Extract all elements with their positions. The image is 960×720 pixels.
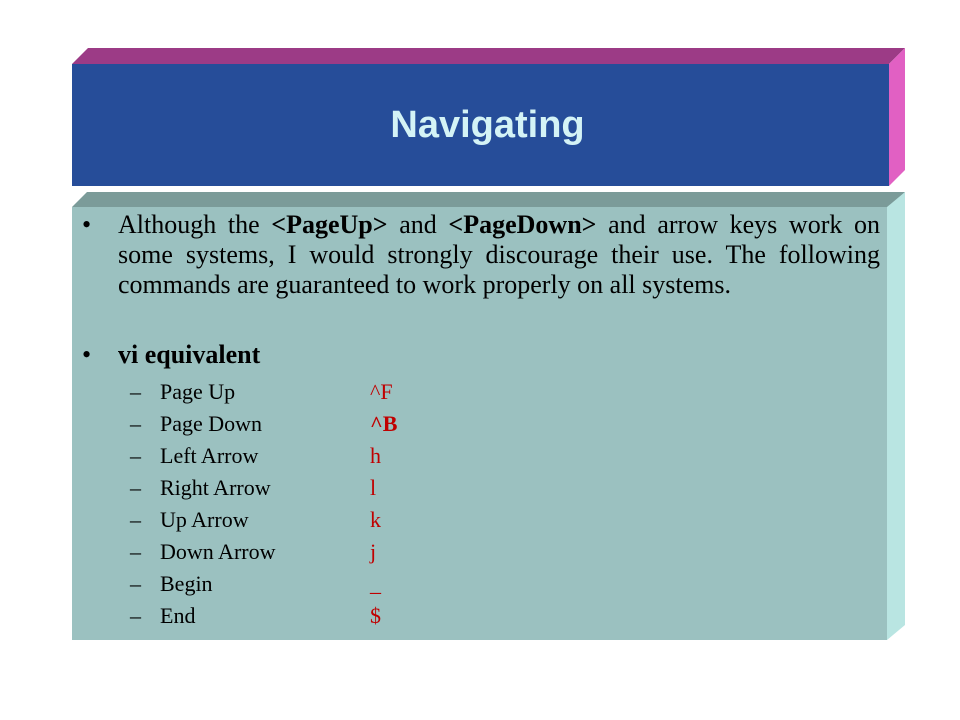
key-label: Page Up — [160, 379, 236, 404]
vi-key: l — [370, 475, 377, 500]
bullet1-suffix: and arrow keys work on some systems, I would strongly discourage their use. The following commands are guaranteed to work properly on all systems. — [118, 210, 880, 299]
vi-key: ^F — [370, 379, 393, 404]
key-label: Page Down — [160, 411, 263, 436]
bullet1-key-pagedown: <PageDown> — [448, 210, 597, 239]
dash-marker: – — [130, 443, 141, 468]
dash-marker: – — [130, 571, 141, 596]
key-label: Left Arrow — [160, 443, 259, 468]
bullet-paragraph-1 — [118, 210, 880, 300]
key-label: Up Arrow — [160, 507, 249, 532]
key-label: End — [160, 603, 196, 628]
title-box-top — [72, 48, 905, 64]
key-label: Right Arrow — [160, 475, 271, 500]
bullet-heading-vi-equivalent: vi equivalent — [118, 340, 261, 369]
vi-key: k — [370, 507, 381, 532]
key-label: Begin — [160, 571, 213, 596]
vi-key: ^B — [370, 411, 398, 436]
dash-marker: – — [130, 539, 141, 564]
title-box-side — [889, 48, 905, 186]
dash-marker: – — [130, 603, 141, 628]
slide-title: Navigating — [390, 103, 585, 146]
bullet-marker: • — [82, 210, 92, 239]
bullet1-key-pageup: <PageUp> — [271, 210, 388, 239]
body-box-side — [887, 192, 905, 640]
dash-marker: – — [130, 475, 141, 500]
vi-key: $ — [370, 603, 381, 628]
vi-key: _ — [370, 571, 381, 596]
dash-marker: – — [130, 507, 141, 532]
body-box-top — [72, 192, 905, 207]
dash-marker: – — [130, 411, 141, 436]
dash-marker: – — [130, 379, 141, 404]
bullet-marker: • — [82, 340, 92, 369]
bullet1-middle: and — [387, 210, 449, 239]
vi-key: h — [370, 443, 381, 468]
key-label: Down Arrow — [160, 539, 276, 564]
vi-key: j — [370, 539, 377, 564]
title-box — [72, 64, 889, 186]
bullet1-prefix: Although the — [118, 210, 272, 239]
